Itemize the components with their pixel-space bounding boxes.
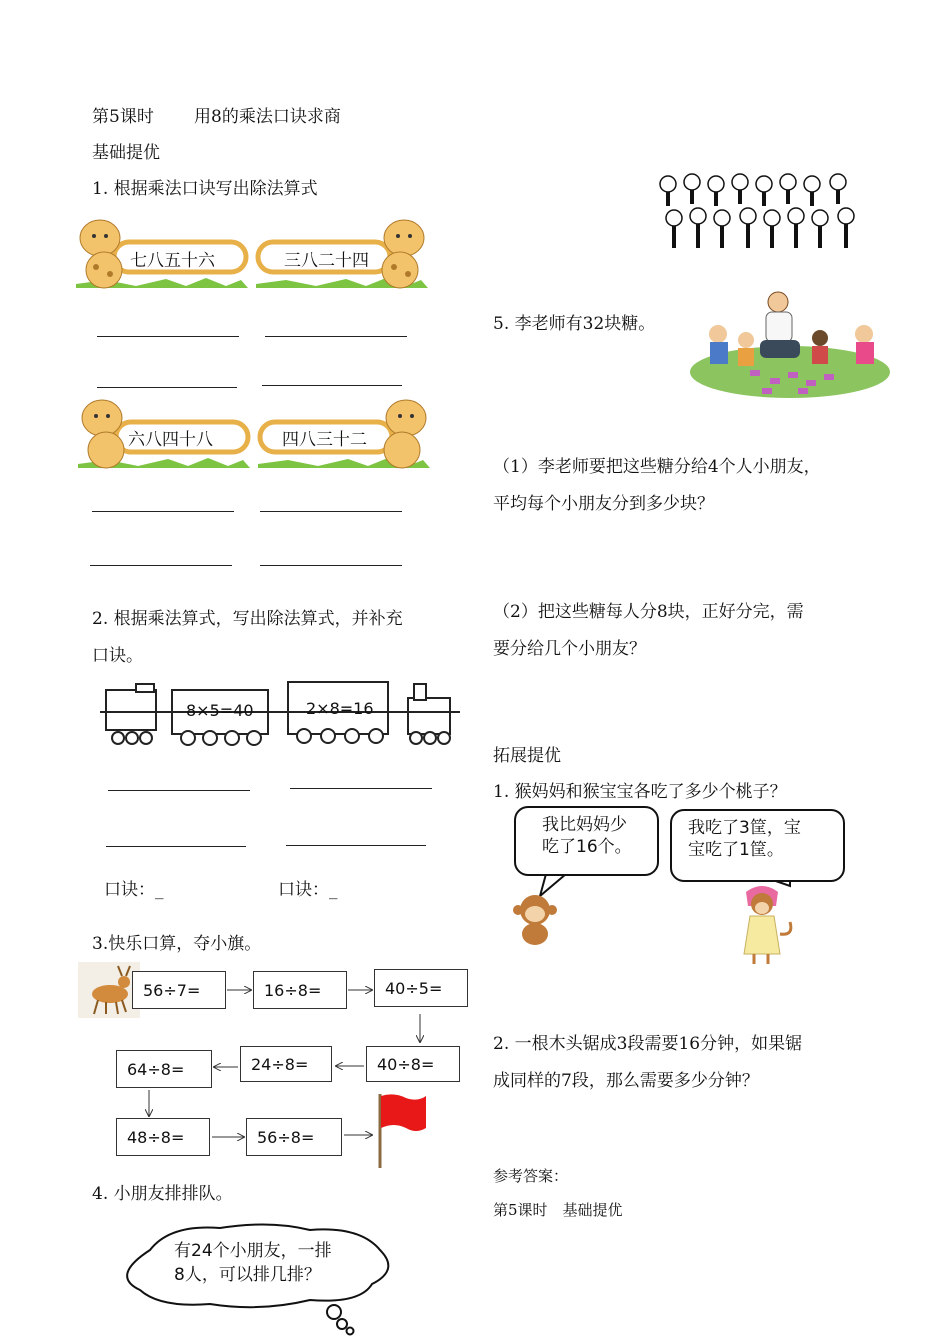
rhyme-2: 三八二十四 — [284, 251, 369, 271]
quiz-cell-2[interactable]: 16÷8= — [253, 971, 347, 1009]
q5-sub2-line1: （2）把这些糖每人分8块，正好分完，需 — [493, 602, 804, 622]
q2-prompt-line1: 2. 根据乘法算式，写出除法算式，并补充 — [92, 609, 403, 629]
answer-line[interactable] — [90, 565, 232, 566]
mother-monkey-icon — [736, 884, 796, 968]
flag-icon — [376, 1092, 430, 1170]
answer-line[interactable] — [260, 565, 402, 566]
answer-line[interactable] — [97, 387, 237, 388]
q3-prompt: 3.快乐口算，夺小旗。 — [92, 934, 262, 954]
cloud-line1: 有24个小朋友，一排 — [174, 1241, 332, 1261]
quiz-cell-7[interactable]: 48÷8= — [116, 1118, 210, 1156]
answer-line[interactable] — [260, 511, 402, 512]
train-illustration — [100, 676, 460, 748]
speech-bubble-baby — [514, 806, 659, 876]
rhyme-3: 六八四十八 — [128, 430, 213, 450]
rhyme-4: 四八三十二 — [282, 430, 367, 450]
quiz-cell-1[interactable]: 56÷7= — [132, 971, 226, 1009]
q5-sub1-line1: （1）李老师要把这些糖分给4个人小朋友， — [493, 457, 821, 477]
equation-1: 8×5=40 — [186, 700, 254, 720]
rhyme-label-2: 口诀：_ — [278, 880, 338, 900]
speech-bubble-mom — [670, 809, 845, 882]
q5-prompt: 5. 李老师有32块糖。 — [493, 314, 656, 334]
answers-title: 参考答案： — [493, 1167, 569, 1185]
answer-line[interactable] — [286, 845, 426, 846]
section-extension: 拓展提优 — [493, 746, 561, 766]
quiz-cell-8[interactable]: 56÷8= — [246, 1118, 342, 1156]
answer-line[interactable] — [97, 336, 239, 337]
bubble-baby-line1: 我比妈妈少 — [542, 815, 627, 835]
lesson-title: 用8的乘法口诀求商 — [194, 107, 341, 127]
quiz-cell-4[interactable]: 40÷8= — [366, 1046, 460, 1082]
ext-q1: 1. 猴妈妈和猴宝宝各吃了多少个桃子？ — [493, 782, 787, 802]
section-basic: 基础提优 — [92, 143, 160, 163]
deer-icon — [78, 962, 140, 1018]
answer-line[interactable] — [262, 385, 402, 386]
teacher-children-icon — [688, 288, 892, 406]
q1-prompt: 1. 根据乘法口诀写出除法算式 — [92, 179, 318, 199]
answer-line[interactable] — [92, 511, 234, 512]
q5-sub1-line2: 平均每个小朋友分到多少块？ — [493, 494, 714, 514]
quiz-cell-6[interactable]: 64÷8= — [116, 1050, 212, 1088]
ext-q2-line2: 成同样的7段，那么需要多少分钟？ — [493, 1071, 759, 1091]
baby-monkey-icon — [510, 892, 560, 946]
quiz-cell-3[interactable]: 40÷5= — [374, 969, 468, 1007]
q4-prompt: 4. 小朋友排排队。 — [92, 1184, 233, 1204]
answer-line[interactable] — [108, 790, 250, 791]
bubble-mom-line1: 我吃了3筐，宝 — [688, 818, 801, 838]
q2-prompt-line2: 口诀。 — [92, 646, 143, 666]
rhyme-1: 七八五十六 — [130, 251, 215, 271]
train-icon — [100, 676, 460, 748]
equation-2: 2×8=16 — [306, 698, 374, 718]
ext-q2-line1: 2. 一根木头锯成3段需要16分钟，如果锯 — [493, 1034, 803, 1054]
lesson-number: 第5课时 — [92, 107, 154, 127]
answer-line[interactable] — [106, 846, 246, 847]
cloud-line2: 8人，可以排几排？ — [174, 1265, 321, 1285]
q5-sub2-line2: 要分给几个小朋友？ — [493, 639, 646, 659]
answers-line: 第5课时 基础提优 — [493, 1201, 623, 1219]
quiz-cell-5[interactable]: 24÷8= — [240, 1046, 332, 1082]
children-group-icon — [654, 170, 862, 252]
rhyme-label-1: 口诀：_ — [104, 880, 164, 900]
answer-line[interactable] — [265, 336, 407, 337]
bubble-mom-line2: 宝吃了1筐。 — [688, 840, 784, 860]
bubble-baby-line2: 吃了16个。 — [542, 837, 632, 857]
answer-line[interactable] — [290, 788, 432, 789]
